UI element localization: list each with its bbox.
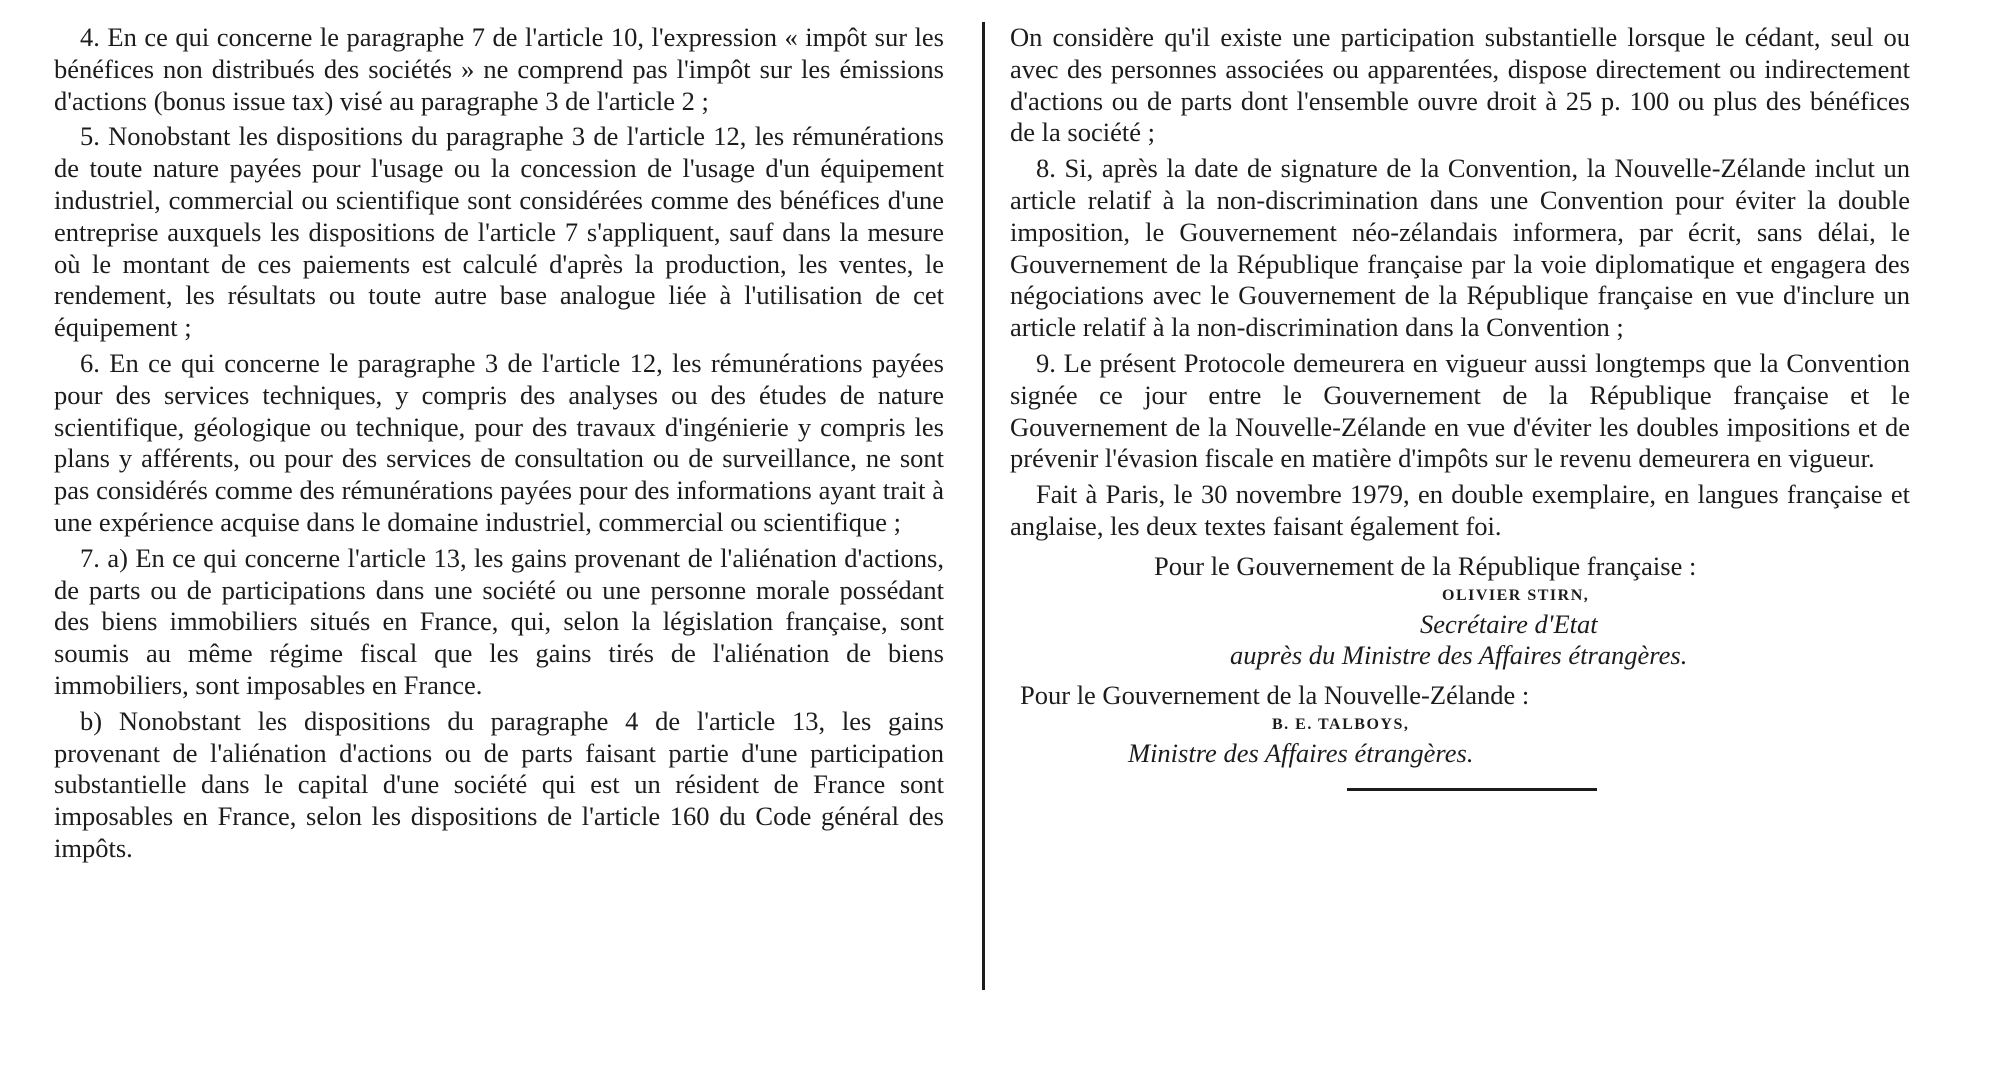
left-column xyxy=(54,22,944,869)
signing-statement: Fait à Paris, le 30 novembre 1979, en double exemplaire, en langues française et anglaise, les deux textes faisant également foi. xyxy=(1010,479,1910,541)
paragraph-6: 6. En ce qui concerne le paragraphe 3 de l'article 12, les rémunérations payées pour des services techniques, y compris des analyses ou des études de nature scientifique, géologique ou technique, pour des travaux d'ingénierie y compris les plans y afférents, ou pour des services de consultation ou de surveillance, ne sont pas considérés comme des rémunérations payées pour des informations ayant trait à une expérience acquise dans le domaine industriel, commercial ou scientifique ; xyxy=(54,347,944,537)
signatory-title-new-zealand: Ministre des Affaires étrangères. xyxy=(1128,737,1474,768)
paragraph-7b: b) Nonobstant les dispositions du paragraphe 4 de l'article 13, les gains provenant de l'aliénation d'actions ou de parts faisant partie d'une participation substantielle dans le capital d'une société qui est un résident de France sont imposables en France, selon les dispositions de l'article 160 du Code général des impôts. xyxy=(54,705,944,863)
signature-intro-new-zealand: Pour le Gouvernement de la Nouvelle-Zélande : xyxy=(1020,680,1530,711)
paragraph-7a: 7. a) En ce qui concerne l'article 13, les gains provenant de l'aliénation d'actions, de parts ou de participations dans une société ou une personne morale possédant des biens immobiliers situés en France, qui, selon la législation française, sont soumis au même régime fiscal que les gains tirés de l'aliénation de biens immobiliers, sont imposables en France. xyxy=(54,542,944,700)
signatory-title-france: Secrétaire d'Etat xyxy=(1420,608,1598,639)
signature-block-france xyxy=(1010,551,1910,672)
signatory-title-france-line2: auprès du Ministre des Affaires étrangères. xyxy=(1230,640,1688,671)
paragraph-4: 4. En ce qui concerne le paragraphe 7 de l'article 10, l'expression « impôt sur les bénéfices non distribués des sociétés » ne comprend pas l'impôt sur les émissions d'actions (bonus issue tax) visé au paragraphe 3 de l'article 2 ; xyxy=(54,22,944,116)
signatory-name-new-zealand: B. E. TALBOYS, xyxy=(1272,715,1410,733)
right-column xyxy=(1010,22,1910,791)
paragraph-9: 9. Le présent Protocole demeurera en vigueur aussi longtemps que la Convention signée ce jour entre le Gouvernement de la République française et le Gouvernement de la Nouvelle-Zélande en vue d'éviter les doubles impositions et de prévenir l'évasion fiscale en matière d'impôts sur le revenu demeurera en vigueur. xyxy=(1010,347,1910,474)
end-rule xyxy=(1347,788,1597,791)
signature-block-new-zealand xyxy=(1010,680,1910,770)
signatory-name-france: OLIVIER STIRN, xyxy=(1442,586,1590,604)
paragraph-8: 8. Si, après la date de signature de la Convention, la Nouvelle-Zélande inclut un article relatif à la non-discrimination dans une Convention pour éviter la double imposition, le Gouvernement néo-zélandais informera, par écrit, sans délai, le Gouvernement de la République française par la voie diplomatique et engagera des négociations avec le Gouvernement de la République française en vue d'inclure un article relatif à la non-discrimination dans la Convention ; xyxy=(1010,153,1910,343)
paragraph-7b-continued: On considère qu'il existe une participation substantielle lorsque le cédant, seul ou avec des personnes associées ou apparentées, dispose directement ou indirectement d'actions ou de parts dont l'ensemble ouvre droit à 25 p. 100 ou plus des bénéfices de la société ; xyxy=(1010,22,1910,148)
paragraph-5: 5. Nonobstant les dispositions du paragraphe 3 de l'article 12, les rémunérations de toute nature payées pour l'usage ou la concession de l'usage d'un équipement industriel, commercial ou scientifique sont considérées comme des bénéfices d'une entreprise auxquels les dispositions de l'article 7 s'appliquent, sauf dans la mesure où le montant de ces paiements est calculé d'après la production, les ventes, le rendement, les résultats ou toute autre base analogue liée à l'utilisation de cet équipement ; xyxy=(54,121,944,343)
signature-intro-france: Pour le Gouvernement de la République française : xyxy=(1154,550,1697,581)
column-divider xyxy=(982,22,985,990)
